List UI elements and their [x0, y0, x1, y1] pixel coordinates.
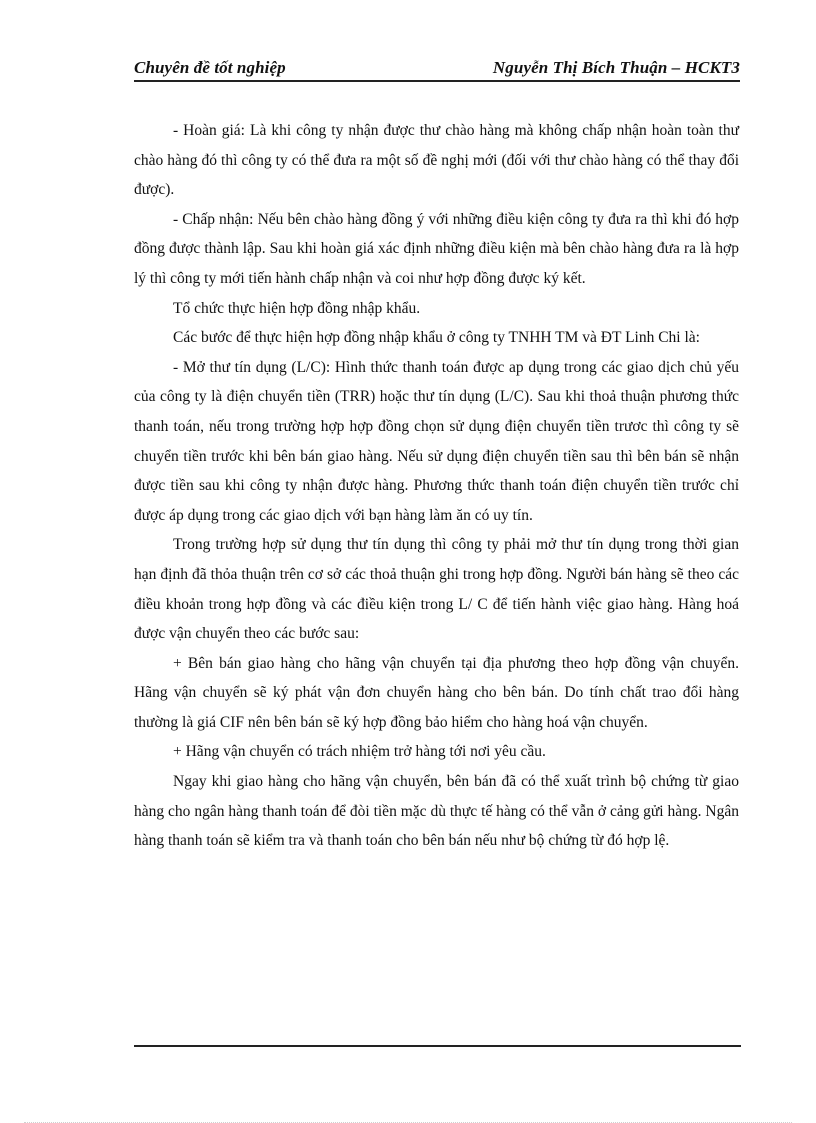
paragraph-seller-delivery: + Bên bán giao hàng cho hãng vận chuyển tại địa phương theo hợp đồng vận chuyển. Hãng vận chuyển sẽ ký phát vận đơn chuyển hàng cho bên bán. Do tính chất trao đổi hàng thường là giá CIF nên bên bán sẽ ký hợp đồng bảo hiểm cho hàng hoá vận chuyển.	[134, 654, 739, 731]
document-body	[134, 116, 739, 856]
header-document-title: Chuyên đề tốt nghiệp	[134, 58, 286, 77]
paragraph-counter-offer: - Hoàn giá: Là khi công ty nhận được thư chào hàng mà không chấp nhận hoàn toàn thư chào hàng đó thì công ty có thể đưa ra một số đề nghị mới (đối với thư chào hàng có thể thay đổi được).	[134, 122, 739, 199]
paragraph-steps-intro: Các bước để thực hiện hợp đồng nhập khẩu ở công ty TNHH TM và ĐT Linh Chi là:	[173, 329, 700, 347]
paragraph-document-presentation: Ngay khi giao hàng cho hãng vận chuyển, bên bán đã có thể xuất trình bộ chứng từ giao hàng cho ngân hàng thanh toán để đòi tiền mặc dù thực tế hàng có thể vẫn ở cảng gửi hàng. Ngân hàng thanh toán sẽ kiểm tra và thanh toán cho bên bán nếu như bộ chứng từ đó hợp lệ.	[134, 773, 739, 850]
page-header	[134, 54, 740, 82]
paragraph-carrier-duty: + Hãng vận chuyển có trách nhiệm trở hàng tới nơi yêu cầu.	[173, 743, 546, 761]
paragraph-section-heading: Tổ chức thực hiện hợp đồng nhập khẩu.	[173, 299, 421, 317]
paragraph-acceptance: - Chấp nhận: Nếu bên chào hàng đồng ý với những điều kiện công ty đưa ra thì khi đó hợp đồng được thành lập. Sau khi hoàn giá xác định những điều kiện mà bên chào hàng đưa ra là hợp lý thì công ty mới tiến hành chấp nhận và coi như hợp đồng được ký kết.	[134, 210, 739, 287]
paragraph-lc-procedure: Trong trường hợp sử dụng thư tín dụng thì công ty phải mở thư tín dụng trong thời gian hạn định đã thỏa thuận trên cơ sở các thoả thuận ghi trong hợp đồng. Người bán hàng sẽ theo các điều khoản trong hợp đồng và các điều kiện trong L/ C để tiến hành việc giao hàng. Hàng hoá được vận chuyển theo các bước sau:	[134, 536, 739, 643]
footer-divider	[134, 1045, 741, 1047]
paragraph-letter-of-credit: - Mở thư tín dụng (L/C): Hình thức thanh toán được ap dụng trong các giao dịch chủ yếu của công ty là điện chuyển tiền (TRR) hoặc thư tín dụng (L/C). Sau khi thoả thuận phương thức thanh toán, nếu trong trường hợp hợp đồng chọn sử dụng điện chuyển tiền trươc thì công ty sẽ chuyển tiền trước khi bên bán giao hàng. Nếu sử dụng điện chuyển tiền sau thì bên bán sẽ nhận được tiền sau khi công ty nhận được hàng. Phương thức thanh toán điện chuyển tiền trước chỉ được áp dụng trong các giao dịch với bạn hàng làm ăn có uy tín.	[134, 358, 739, 524]
header-author: Nguyễn Thị Bích Thuận – HCKT3	[492, 58, 740, 77]
